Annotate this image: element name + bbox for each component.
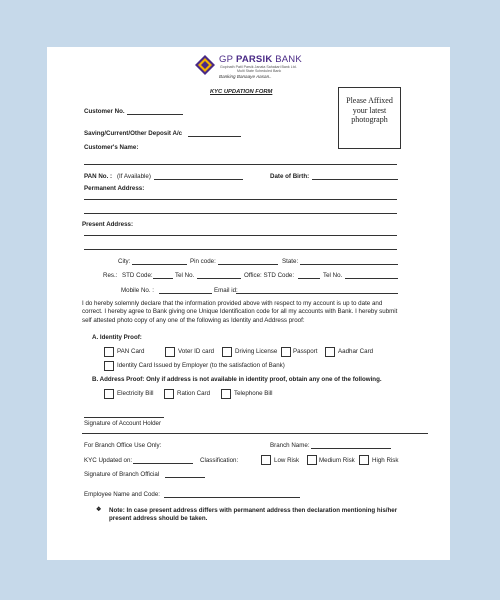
branch-name-field[interactable] bbox=[311, 448, 391, 449]
customer-no-field[interactable] bbox=[127, 114, 183, 115]
form-title: KYC UPDATION FORM bbox=[210, 89, 273, 95]
present-address-label: Present Address: bbox=[82, 221, 134, 228]
note-text: Note: In case present address differs with permanent address then declaration mentioning his/her present address should be taken. bbox=[109, 507, 398, 522]
telephone-bill-label: Telephone Bill bbox=[234, 390, 273, 397]
medium-risk-label: Medium Risk bbox=[319, 457, 355, 464]
voter-id-checkbox[interactable] bbox=[165, 347, 175, 357]
pan-hint: (If Available) bbox=[117, 173, 151, 180]
medium-risk-checkbox[interactable] bbox=[307, 455, 317, 465]
note-bullet-icon: ❖ bbox=[96, 506, 102, 513]
low-risk-checkbox[interactable] bbox=[261, 455, 271, 465]
kyc-form-page bbox=[47, 47, 450, 560]
telephone-bill-checkbox[interactable] bbox=[221, 389, 231, 399]
electricity-bill-checkbox[interactable] bbox=[104, 389, 114, 399]
branch-use-label: For Branch Office Use Only: bbox=[84, 442, 162, 449]
bank-name: GP PARSIK BANK bbox=[219, 54, 302, 65]
classification-label: Classification: bbox=[200, 457, 239, 464]
section-divider bbox=[82, 433, 428, 434]
office-tel-label: Tel No. bbox=[323, 272, 343, 279]
ration-card-checkbox[interactable] bbox=[164, 389, 174, 399]
bank-subtitle-2: Multi State Scheduled Bank bbox=[237, 69, 282, 73]
aadhar-card-checkbox[interactable] bbox=[325, 347, 335, 357]
branch-name-label: Branch Name: bbox=[270, 442, 310, 449]
identity-proof-heading: A. Identity Proof: bbox=[92, 334, 142, 341]
pan-label: PAN No. : bbox=[84, 173, 113, 180]
permanent-address-line[interactable] bbox=[84, 199, 397, 200]
branch-official-signature-field[interactable] bbox=[165, 477, 205, 478]
bank-subtitle: Gopinath Patil Parsik Janata Sahakari Bank Ltd. bbox=[220, 65, 297, 69]
customer-name-field[interactable] bbox=[84, 164, 397, 165]
ration-card-label: Ration Card bbox=[177, 390, 211, 397]
city-field[interactable] bbox=[132, 264, 187, 265]
email-field[interactable] bbox=[236, 293, 398, 294]
city-label: City: bbox=[118, 258, 131, 265]
employer-id-label: Identity Card Issued by Employer (to the satisfaction of Bank) bbox=[117, 362, 285, 369]
state-field[interactable] bbox=[300, 264, 398, 265]
kyc-updated-label: KYC Updated on: bbox=[84, 457, 133, 464]
pin-code-field[interactable] bbox=[218, 264, 278, 265]
account-holder-signature-label: Signature of Account Holder bbox=[84, 420, 162, 427]
dob-label: Date of Birth: bbox=[270, 173, 310, 180]
customer-no-label: Customer No. bbox=[84, 108, 125, 115]
permanent-address-line[interactable] bbox=[84, 213, 397, 214]
std-code-label: STD Code: bbox=[122, 272, 153, 279]
driving-license-label: Driving License bbox=[235, 348, 278, 355]
employee-name-field[interactable] bbox=[164, 497, 300, 498]
std-code-field[interactable] bbox=[153, 278, 173, 279]
email-label: Email id: bbox=[214, 287, 238, 294]
office-tel-field[interactable] bbox=[345, 278, 398, 279]
permanent-address-label: Permanent Address: bbox=[84, 185, 145, 192]
account-type-field[interactable] bbox=[188, 136, 241, 137]
aadhar-card-label: Aadhar Card bbox=[338, 348, 374, 355]
pan-field[interactable] bbox=[154, 179, 243, 180]
address-proof-heading: B. Address Proof: Only if address is not available in identity proof, obtain any one of the following. bbox=[92, 376, 382, 383]
high-risk-checkbox[interactable] bbox=[359, 455, 369, 465]
employer-id-checkbox[interactable] bbox=[104, 361, 114, 371]
res-label: Res.: bbox=[103, 272, 118, 279]
office-std-field[interactable] bbox=[298, 278, 320, 279]
present-address-line[interactable] bbox=[84, 235, 397, 236]
high-risk-label: High Risk bbox=[372, 457, 399, 464]
state-label: State: bbox=[282, 258, 299, 265]
pan-card-checkbox[interactable] bbox=[104, 347, 114, 357]
dob-field[interactable] bbox=[312, 179, 398, 180]
passport-label: Passport bbox=[293, 348, 318, 355]
driving-license-checkbox[interactable] bbox=[222, 347, 232, 357]
employee-name-label: Employee Name and Code: bbox=[84, 491, 161, 498]
branch-official-signature-label: Signature of Branch Official bbox=[84, 471, 160, 478]
declaration-text: I do hereby solemnly declare that the information provided above with respect to my account is up to date and correct. I hereby agree to Bank giving one Unique Identification code for all my accounts with Bank. I hereby submit self attested photo copy of any one of the following as Identity and Address proof: bbox=[82, 300, 398, 324]
bank-logo-icon bbox=[194, 54, 216, 76]
low-risk-label: Low Risk bbox=[274, 457, 300, 464]
kyc-updated-field[interactable] bbox=[133, 463, 193, 464]
present-address-line[interactable] bbox=[84, 249, 397, 250]
account-type-label: Saving/Current/Other Deposit A/c bbox=[84, 130, 183, 137]
tel-no-label: Tel No. bbox=[175, 272, 195, 279]
tel-no-field[interactable] bbox=[197, 278, 241, 279]
photo-box[interactable]: Please Affixed your latest photograph bbox=[338, 87, 401, 149]
account-holder-signature-field[interactable] bbox=[84, 417, 164, 418]
office-std-label: Office: STD Code: bbox=[244, 272, 295, 279]
bank-tagline: Banking Banaaye Aasan.. bbox=[219, 74, 272, 79]
mobile-field[interactable] bbox=[159, 293, 212, 294]
passport-checkbox[interactable] bbox=[281, 347, 291, 357]
voter-id-label: Voter ID card bbox=[178, 348, 215, 355]
mobile-label: Mobile No. : bbox=[121, 287, 155, 294]
electricity-bill-label: Electricity Bill bbox=[117, 390, 154, 397]
pan-card-label: PAN Card bbox=[117, 348, 145, 355]
customer-name-label: Customer's Name: bbox=[84, 144, 139, 151]
pin-code-label: Pin code: bbox=[190, 258, 216, 265]
